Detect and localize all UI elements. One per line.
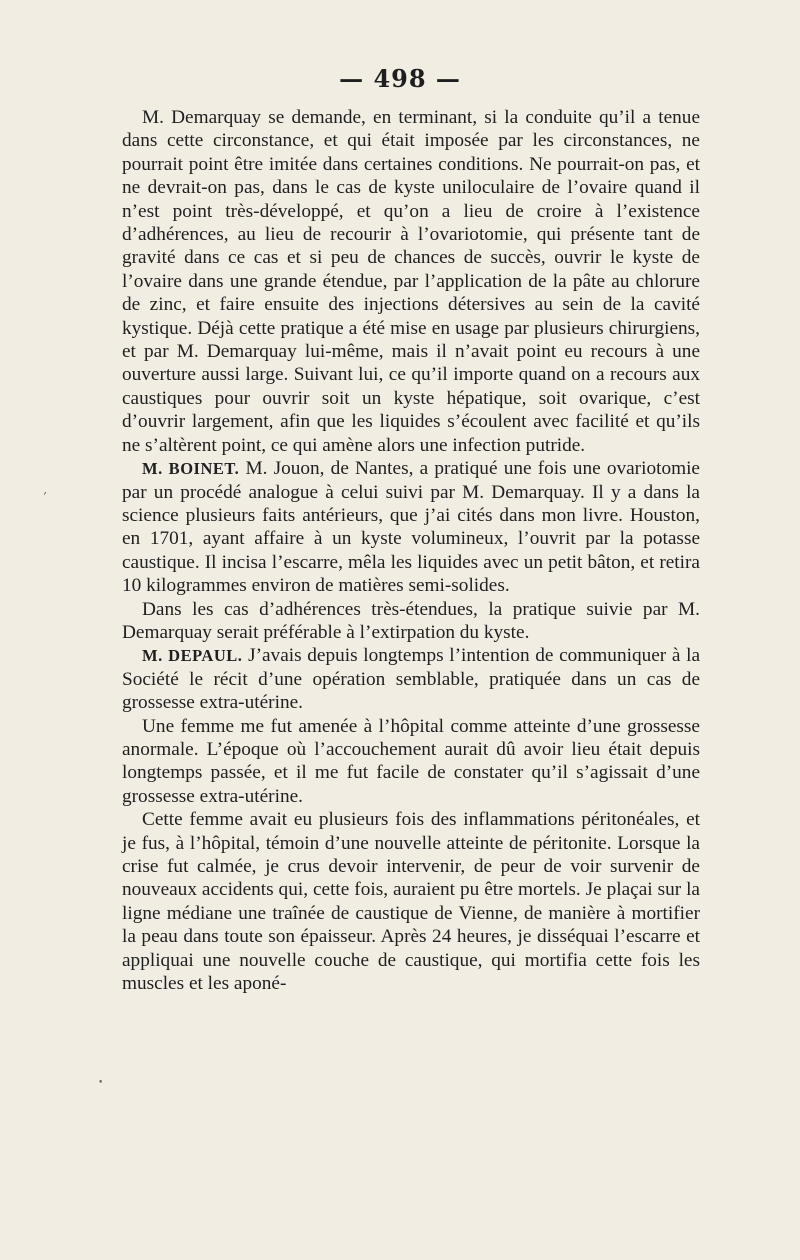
margin-mark: ’ [43,490,47,504]
paragraph-2-text: M. Jouon, de Nantes, a pratiqué une fois une ovariotomie par un procédé analogue à celui suivi par M. Demarquay. Il y a dans la science plusieurs faits antérieurs, que j’ai cités dans mon livre. Houston, en 1701, ayant affaire à un kyste volumineux, l’ouvrit par la potasse caustique. Il incisa l’escarre, mêla les liquides avec un petit bâton, et retira 10 kilogrammes environ de matières semi-solides. [122,458,700,597]
speaker-depaul: M. DEPAUL. [142,646,243,666]
paragraph-4 [122,644,700,714]
paragraph-5-text: Une femme me fut amenée à l’hôpital comme atteinte d’une grossesse anormale. L’époque où l’accouchement aurait dû avoir lieu était depuis longtemps passée, et il me fut facile de constater qu’il s’agissait d’une grossesse extra-utérine. [122,715,700,807]
paragraph-2 [122,457,700,597]
paragraph-3-text: Dans les cas d’adhérences très-étendues, la pratique suivie par M. Demarquay serait préférable à l’extirpation du kyste. [122,598,700,643]
paragraph-6-text: Cette femme avait eu plusieurs fois des inflammations péritonéales, et je fus, à l’hôpital, témoin d’une nouvelle atteinte de péritonite. Lorsque la crise fut calmée, je crus devoir intervenir, de peur de voir survenir de nouveaux accidents qui, cette fois, auraient pu être mortels. Je plaçai sur la ligne médiane une traînée de caustique de Vienne, de manière à mortifier la peau dans toute son épaisseur. Après 24 heures, je disséquai l’escarre et appliquai une nouvelle couche de caustique, qui mortifia cette fois les muscles et les aponé- [122,809,700,995]
page-number: — 498 — [339,64,461,93]
paragraph-1 [122,106,700,457]
body-text [122,106,700,995]
paragraph-5 [122,715,700,809]
paragraph-3 [122,598,700,645]
speaker-boinet: M. BOINET. [142,459,240,479]
paragraph-6 [122,808,700,995]
paragraph-1-text: M. Demarquay se demande, en terminant, si la conduite qu’il a tenue dans cette circonstance, et qui était imposée par les circonstances, ne pourrait point être imitée dans certaines conditions. Ne pourrait-on pas, et ne devrait-on pas, dans le cas de kyste uniloculaire de l’ovaire quand il n’est point très-développé, et qu’on a lieu de croire à l’existence d’adhérences, au lieu de recourir à l’ovariotomie, qui présente tant de gravité dans ce cas et si peu de chances de succès, ouvrir le kyste de l’ovaire dans une grande étendue, par l’application de la pâte au chlorure de zinc, et faire ensuite des injections détersives au sein de la cavité kystique. Déjà cette pratique a été mise en usage par plusieurs chirurgiens, et par M. Demarquay lui-même, mais il n’avait point eu recours à une ouverture aussi large. Suivant lui, ce qu’il importe quand on a recours aux caustiques pour ouvrir soit un kyste hépatique, soit ovarique, c’est d’ouvrir largement, afin que les liquides s’écoulent avec facilité et qu’ils ne s’altèrent point, ce qui amène alors une infection putride. [122,107,700,456]
paragraph-4-text: J’avais depuis longtemps l’intention de communiquer à la Société le récit d’une opération semblable, pratiquée dans un cas de grossesse extra-utérine. [122,645,700,714]
margin-dot: • [98,1078,104,1088]
